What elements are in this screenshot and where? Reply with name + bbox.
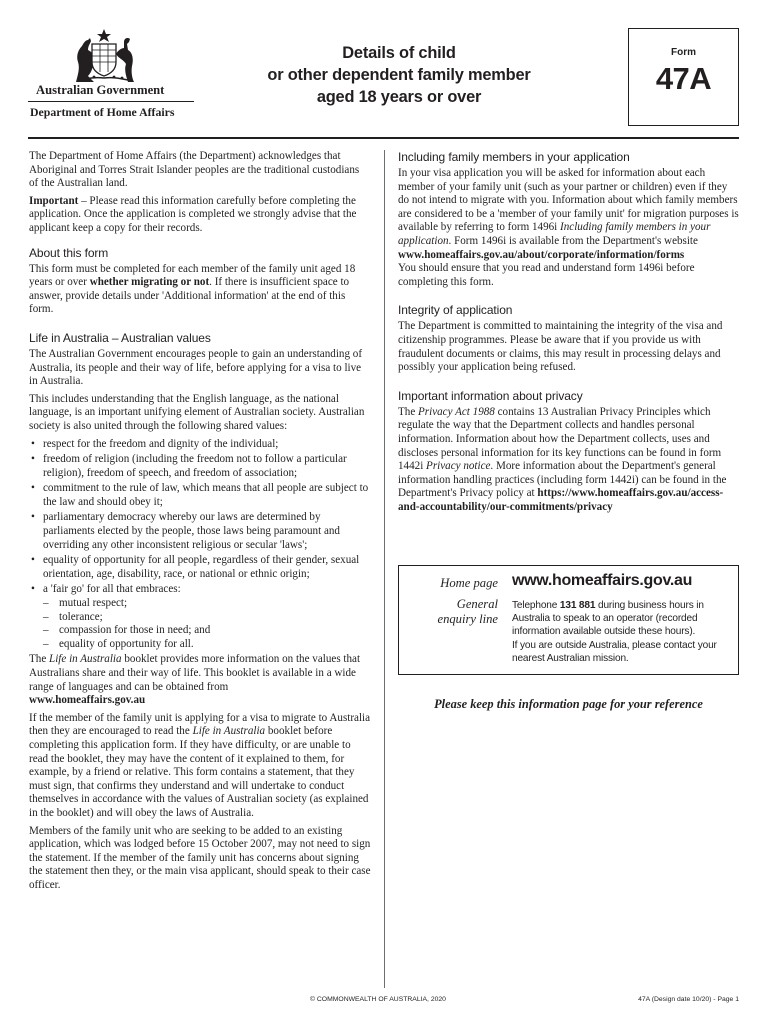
title-line: or other dependent family member [267, 66, 531, 84]
booklet-text: The [29, 653, 50, 666]
coat-of-arms-icon [66, 28, 142, 84]
list-item: • freedom of religion (including the freedom not to follow a particular religion), freedom of speech, and freedom of association; [29, 453, 371, 480]
integrity-heading: Integrity of application [398, 303, 513, 318]
logo-divider [28, 101, 194, 102]
page-footer: 47A (Design date 10/20) - Page 1 [638, 996, 739, 1003]
privacy-heading: Important information about privacy [398, 388, 583, 403]
home-page-link[interactable]: www.homeaffairs.gov.au [512, 572, 693, 589]
about-text: This form must be completed for each member of the family unit aged 18 years or over [29, 262, 356, 289]
keep-page-note: Please keep this information page for your reference [434, 697, 703, 711]
homeaffairs-link[interactable]: www.homeaffairs.gov.au [29, 694, 146, 707]
booklet-title: Life in Australia [192, 725, 266, 738]
form-label: Form [671, 47, 696, 58]
fair-go-list [43, 597, 371, 651]
page-title [240, 42, 558, 108]
booklet-paragraph [29, 653, 371, 707]
about-bold: whether migrating or not [89, 276, 210, 289]
title-line: aged 18 years or over [316, 88, 482, 106]
enquiry-label [437, 597, 498, 627]
booklet-text: booklet provides more information on the values that Australians share and their way of life. This booklet is available in a wide range of languages and can be obtained from [29, 653, 361, 693]
left-column [29, 150, 371, 897]
including-text: You should ensure that you read and understand form 1496i before completing this form. [398, 262, 695, 288]
telephone-number: 131 881 [559, 600, 596, 611]
important-paragraph [29, 195, 371, 236]
privacy-notice-title: Privacy notice [426, 460, 491, 473]
privacy-text: The [398, 405, 419, 418]
about-paragraph [29, 263, 371, 317]
enquiry-label-line: General [456, 597, 498, 611]
telephone-text: Telephone [512, 600, 560, 611]
enquiry-text [512, 599, 736, 665]
important-text: – Please read this information carefully before completing the application. Once the application is completed we strongly advise that the applicant keep a copy for their records. [29, 194, 357, 234]
including-paragraph [398, 167, 741, 289]
including-text: In your visa application you will be asked for information about each member of your family unit (such as your partner or children) even if they do not intend to migrate with you. Information about which family members are considered to be a 'member of your family unit' for migration purposes is available by referring to form 1496i [398, 167, 739, 234]
integrity-paragraph: The Department is committed to maintaining the integrity of the visa and citizenship programmes. Please be aware that if you provide us with fraudulent documents or claims, this may result in processing delays and possibly your application being refused. [398, 320, 723, 374]
contact-box [398, 565, 739, 675]
department-name: Department of Home Affairs [30, 105, 175, 119]
list-item: – tolerance; [43, 611, 371, 625]
form-title: Including family members in your application [398, 221, 711, 247]
privacy-text: . More information about the Department's general information handling practices (including form 1442i) can be found in the Department's Privacy policy at [398, 460, 727, 500]
life-paragraph: This includes understanding that the English language, as the national language, is an important unifying element of Australian society. Australian society is also united through the following shared values: [29, 392, 365, 432]
title-line: Details of child [342, 44, 456, 62]
list-item: – compassion for those in need; and [43, 624, 371, 638]
header-divider [28, 137, 739, 139]
form-number-box [628, 28, 739, 126]
privacy-text: contains 13 Australian Privacy Principles which regulate the way that the Department collects and handles personal information. Information about how the Department collects, uses and discloses personal information for its key functions can be found in form 1442i [398, 405, 722, 473]
outside-australia-text: If you are outside Australia, please contact your nearest Australian mission. [512, 639, 717, 664]
privacy-act-title: Privacy Act 1988 [418, 405, 495, 418]
important-label: Important [29, 194, 79, 207]
list-item: • parliamentary democracy whereby our laws are determined by parliaments elected by the people, those laws being paramount and overriding any other inconsistent religious or secular 'laws'; [29, 511, 371, 552]
list-item: • respect for the freedom and dignity of the individual; [29, 438, 371, 452]
privacy-policy-link[interactable]: https://www.homeaffairs.gov.au/access-and-accountability/our-commitments/privacy [398, 487, 724, 513]
home-page-label: Home page [440, 576, 498, 590]
government-name: Australian Government [36, 83, 165, 97]
forms-link[interactable]: www.homeaffairs.gov.au/about/corporate/information/forms [398, 248, 685, 261]
migrate-text: booklet before completing this application form. If they have difficulty, or are unable to read the booklet, they may have the content of it explained to them, for example, by a friend or relative. This form contains a statement, that they must sign, that confirms they understand and will undertake to conduct themselves in accordance with the values of Australian society (as explained in the booklet) and will obey the laws of Australia. [29, 725, 369, 819]
about-text: . If there is insufficient space to answer, provide details under 'Additional information' at the end of this form. [29, 276, 350, 316]
right-column [398, 150, 741, 518]
list-item: – mutual respect; [43, 597, 371, 611]
list-item [29, 583, 371, 651]
telephone-text: during business hours in Australia to speak to an operator (recorded information available outside these hours). [512, 600, 704, 638]
values-list [29, 438, 371, 652]
including-text: . Form 1496i is available from the Department's website [448, 234, 698, 247]
migrate-paragraph [29, 712, 371, 821]
life-heading: Life in Australia – Australian values [29, 330, 211, 345]
privacy-paragraph [398, 406, 741, 515]
list-item: • commitment to the rule of law, which means that all people are subject to the law and should obey it; [29, 482, 371, 509]
telephone-paragraph [512, 599, 736, 639]
migrate-text: If the member of the family unit is applying for a visa to migrate to Australia then they are encouraged to read the [29, 711, 371, 738]
booklet-title: Life in Australia [49, 653, 122, 666]
including-heading: Including family members in your application [398, 150, 630, 164]
fair-go-label: a 'fair go' for all that embraces: [43, 583, 181, 596]
enquiry-label-line: enquiry line [437, 612, 498, 626]
acknowledgement-paragraph: The Department of Home Affairs (the Department) acknowledges that Aboriginal and Torres Strait Islander peoples are the traditional custodians of the Australian land. [29, 150, 360, 190]
life-paragraph: The Australian Government encourages people to gain an understanding of Australia, its people and their way of life, before applying for a visa to live in Australia. [29, 347, 363, 388]
list-item: – equality of opportunity for all. [43, 638, 371, 652]
about-heading: About this form [29, 245, 109, 260]
form-number: 47A [655, 61, 712, 96]
column-divider [384, 150, 385, 988]
list-item: • equality of opportunity for all people, regardless of their gender, sexual orientation, age, disability, race, or national or ethnic origin; [29, 554, 371, 581]
existing-application-paragraph: Members of the family unit who are seeking to be added to an existing application, which was lodged before 15 October 2007, may not need to sign the statement. If the member of the family unit has concerns about signing the statement then they, or the main visa applicant, should speak to their case officer. [29, 824, 371, 891]
copyright-footer: © COMMONWEALTH OF AUSTRALIA, 2020 [310, 996, 446, 1003]
